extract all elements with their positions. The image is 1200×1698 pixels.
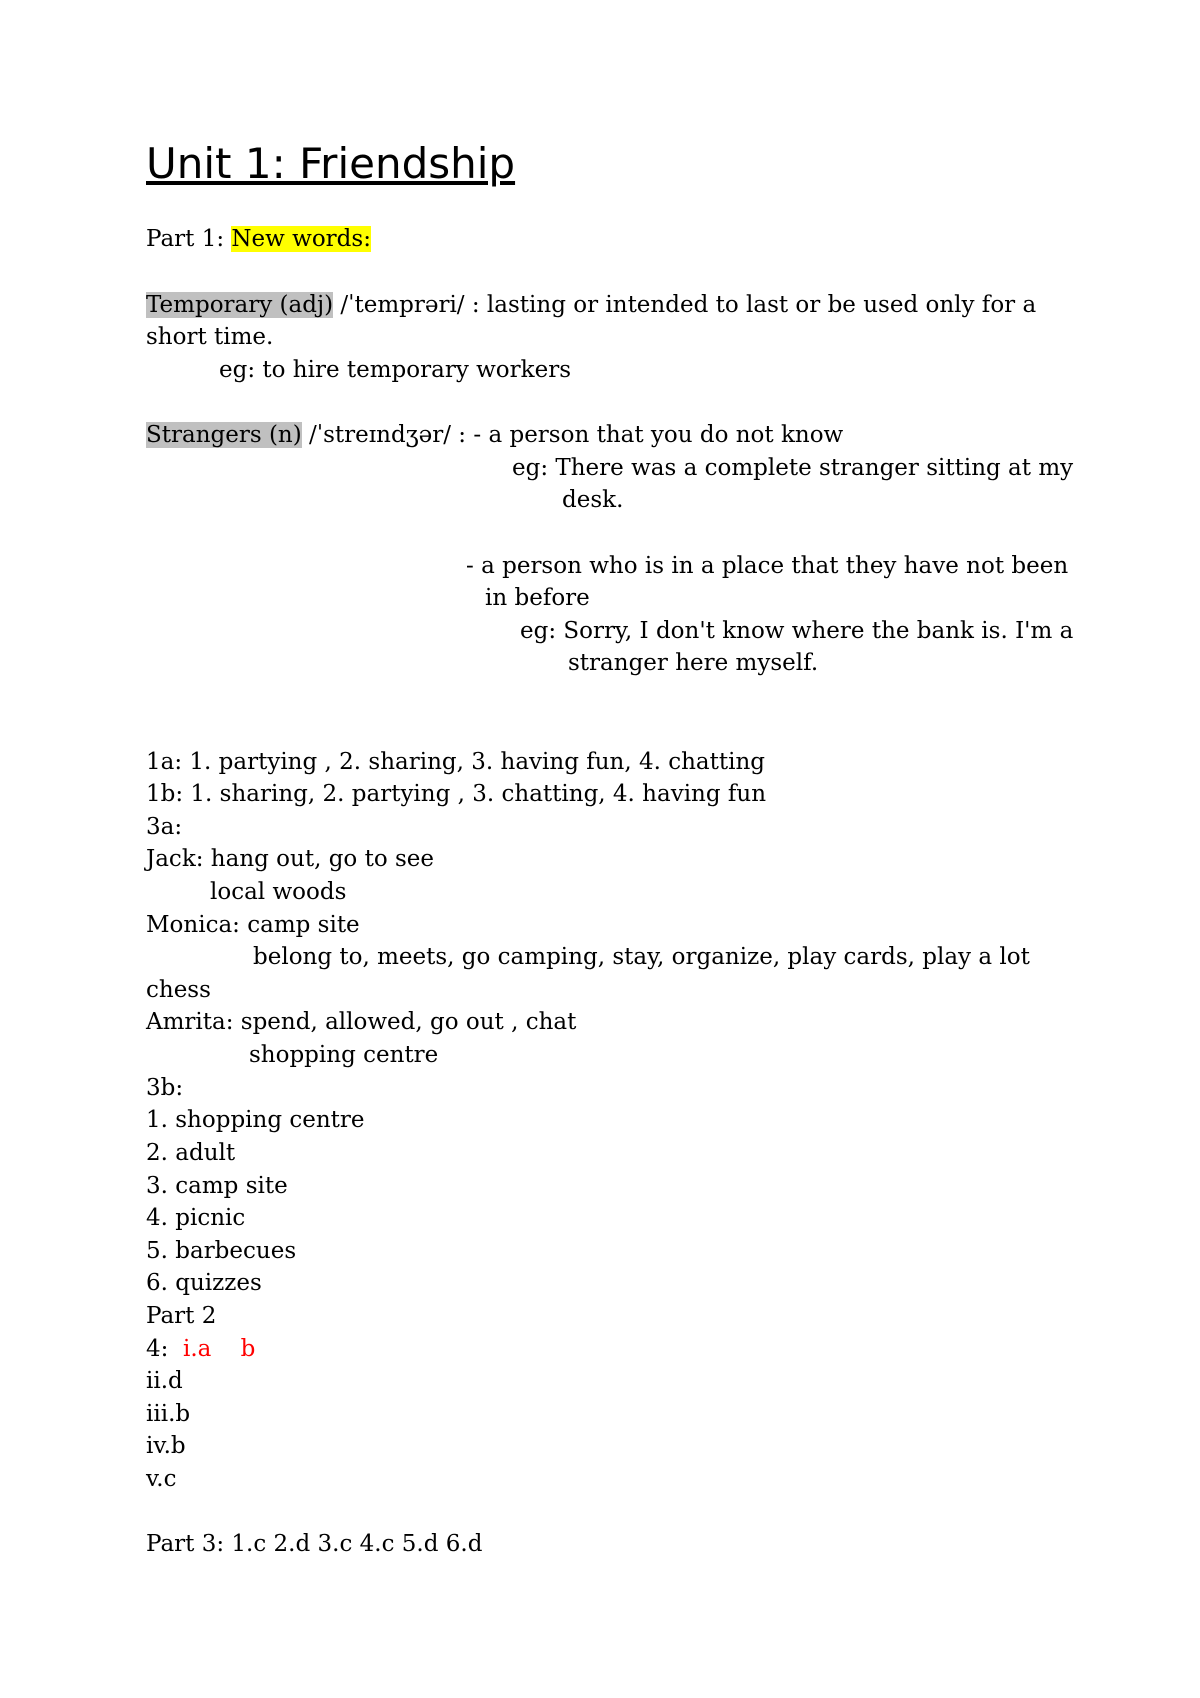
question-4-red-answer: i.a b (183, 1336, 256, 1362)
answer-3b-label: 3b: (146, 1075, 184, 1101)
strangers-example2-line1: eg: Sorry, I don't know where the bank is. I'm a (520, 618, 1074, 644)
list-item: ii.d (146, 1368, 183, 1394)
list-item: 3. camp site (146, 1173, 288, 1199)
strangers-definition-text: /ˈstreɪndʒər/ : - a person that you do not know (301, 422, 844, 448)
question-4-label: 4: (146, 1336, 184, 1362)
jack-line2: local woods (210, 879, 347, 905)
monica-line3: chess (146, 977, 211, 1003)
amrita-line2: shopping centre (249, 1042, 439, 1068)
part1-heading (146, 224, 371, 254)
strangers-term: Strangers (n) (146, 422, 302, 448)
strangers-definition2-line2: in before (485, 585, 590, 611)
strangers-example1-line1: eg: There was a complete stranger sitting at my (512, 455, 1074, 481)
part2-heading: Part 2 (146, 1303, 217, 1329)
temporary-definition (146, 290, 1036, 320)
list-item: 4. picnic (146, 1205, 246, 1231)
list-item: v.c (146, 1466, 177, 1492)
strangers-example1-line2: desk. (562, 487, 624, 513)
answer-1b: 1b: 1. sharing, 2. partying , 3. chatting, 4. having fun (146, 781, 767, 807)
monica-line2: belong to, meets, go camping, stay, organize, play cards, play a lot (253, 944, 1030, 970)
answer-1a: 1a: 1. partying , 2. sharing, 3. having fun, 4. chatting (146, 749, 766, 775)
strangers-definition2-line1: - a person who is in a place that they have not been (466, 553, 1069, 579)
temporary-example: eg: to hire temporary workers (219, 357, 571, 383)
part3-answers: Part 3: 1.c 2.d 3.c 4.c 5.d 6.d (146, 1531, 483, 1557)
monica-line1: Monica: camp site (146, 912, 360, 938)
list-item: iii.b (146, 1401, 191, 1427)
part1-label: Part 1: (146, 226, 232, 252)
temporary-definition-cont: short time. (146, 324, 274, 350)
part1-highlight: New words: (231, 226, 371, 252)
list-item: 6. quizzes (146, 1270, 262, 1296)
temporary-definition-text: /ˈtemprəri/ : lasting or intended to last or be used only for a (333, 292, 1037, 318)
strangers-definition (146, 420, 843, 450)
list-item: 5. barbecues (146, 1238, 297, 1264)
question-4 (146, 1334, 255, 1364)
list-item: iv.b (146, 1433, 186, 1459)
temporary-term: Temporary (adj) (146, 292, 334, 318)
page-title: Unit 1: Friendship (146, 139, 516, 188)
answer-3a-label: 3a: (146, 814, 183, 840)
amrita-line1: Amrita: spend, allowed, go out , chat (146, 1009, 577, 1035)
list-item: 2. adult (146, 1140, 236, 1166)
strangers-example2-line2: stranger here myself. (568, 650, 819, 676)
jack-line1: Jack: hang out, go to see (146, 846, 435, 872)
list-item: 1. shopping centre (146, 1107, 365, 1133)
